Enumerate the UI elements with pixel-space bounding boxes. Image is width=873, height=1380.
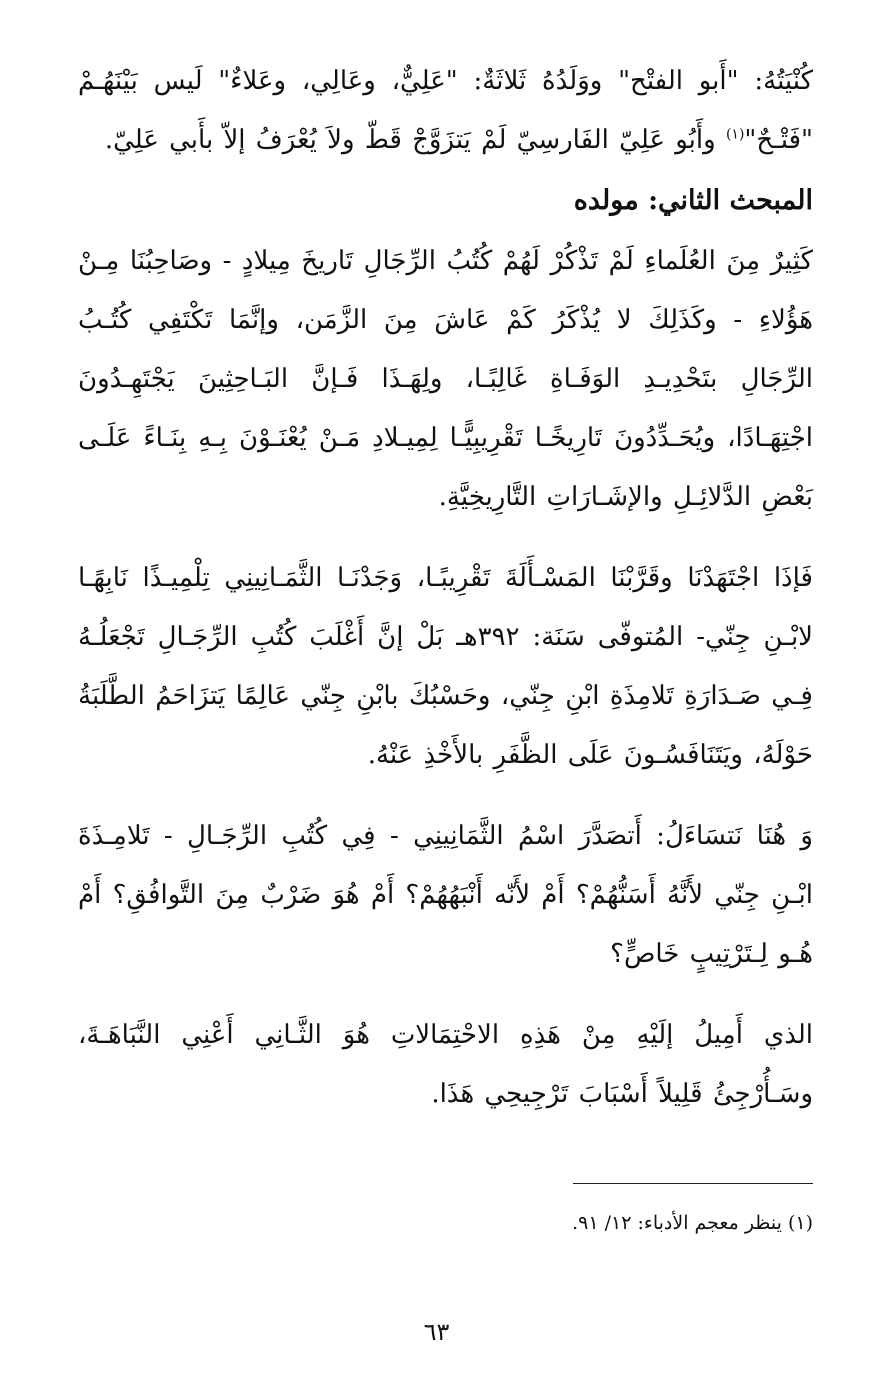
paragraph-student-of-ibn-jinni: فَإذَا اجْتَهَدْنَا وقَرَّبْنَا المَسْـأَلَةَ تَقْرِيبًـا، وَجَدْنَـا الثَّمَـانِينِي تِلْمِيـذًا نَابِهًـا لابْـنِ جِنّي- المُتوفّى سَنَة: ٣٩٢هـ بَلْ إنَّ أَغْلَبَ كُتُبِ الرِّجَـالِ تَجْعَلُـهُ فِـي صَـدَارَةِ تَلامِذَةِ ابْنِ جِنّي، وحَسْبُكَ بابْنِ جِنّي عَالِمًا يَتزَاحَمُ الطَّلَبَةُ حَوْلَهُ، ويَتَنَافَسُـونَ عَلَى الظَّفَرِ بالأَخْذِ عَنْهُ. xyxy=(78,563,814,770)
paragraph-birth-unknown: كَثِيرٌ مِنَ العُلَماءِ لَمْ تَذْكُرْ لَهُمْ كُتُبُ الرِّجَالِ تَاريخَ مِيلادٍ - وصَاحِبُنَا مِـنْ هَؤُلاءِ - وكَذَلِكَ لا يُذْكَرُ كَمْ عَاشَ مِنَ الزَّمَن، وإنَّمَا تَكْتَفِي كُتُـبُ الرِّجَالِ بتَحْدِيـدِ الوَفَـاةِ غَالِبًـا، ولِهَـذَا فَـإنَّ البَـاحِثِينَ يَجْتَهِـدُونَ اجْتِهَـادًا، ويُحَـدِّدُونَ تَارِيخًـا تَقْرِيبِيًّـا لِمِيـلادِ مَـنْ يُعْنَـوْنَ بِـهِ بِنَـاءً عَلَـى بَعْضِ الدَّلائِـلِ والإشَـارَاتِ التَّارِيخِيَّةِ. xyxy=(78,246,813,512)
footnote-marker: (١) xyxy=(725,126,745,143)
paragraph-conclusion: الذي أَمِيلُ إلَيْهِ مِنْ هَذِهِ الاحْتِمَالاتِ هُوَ الثَّـانِي أَعْنِي النَّبَاهَـةَ، وسَـأُرْجِئُ قَلِيلاً أَسْبَابَ تَرْجِيحِي هَذَا. xyxy=(78,1020,813,1109)
intro-line-2: وأَبُو عَلِيّ الفَارسِيّ لَمْ يَتزَوَّجْ قَطّ ولاَ يُعْرَفُ إلاّ بأَبي عَلِيّ. xyxy=(104,125,716,155)
section-heading: المبحث الثاني: مولده xyxy=(573,185,813,216)
intro-line-1: كُنْيَتُهُ: "أَبو الفتْح" ووَلَدُهُ ثَلاثَةٌ: "عَلِيٌّ، وعَالِي، وعَلاءٌ" لَيس بَيْنَهُـمْ "فَتْـحٌ" xyxy=(78,66,813,155)
paragraph-question: وَ هُنَا نَتسَاءَلُ: أَتصَدَّرَ اسْمُ الثَّمَانِينِي - فِي كُتُبِ الرِّجَـالِ - تَلامِـذَةَ ابْـنِ جِنّي لأَنَّهُ أَسَنُّهُمْ؟ أَمْ لأَنّه أَنْبَهُهُمْ؟ أَمْ هُوَ ضَرْبٌ مِنَ التَّوافُقِ؟ أَمْ هُـو لِـتَرْتِيبٍ خَاصٍّ؟ xyxy=(78,821,813,969)
footnote-divider xyxy=(573,1183,813,1184)
footnote-text: (١) ينظر معجم الأدباء: ١٢/ ٩١. xyxy=(572,1212,813,1234)
page-number: ٦٣ xyxy=(423,1318,450,1346)
main-text-block xyxy=(78,52,813,1124)
intro-paragraph xyxy=(78,52,813,170)
